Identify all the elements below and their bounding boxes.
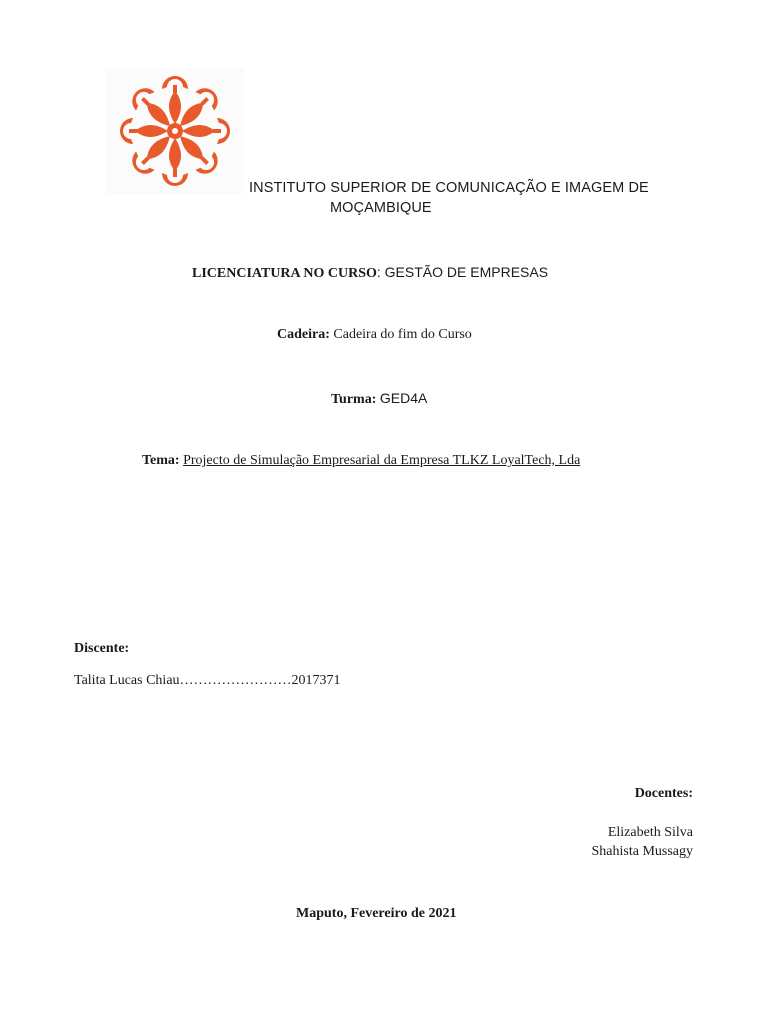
institution-logo-icon [106, 68, 244, 194]
course-value: : GESTÃO DE EMPRESAS [376, 264, 549, 280]
institution-logo [106, 68, 244, 194]
place-date: Maputo, Fevereiro de 2021 [296, 906, 457, 921]
subject-line [277, 327, 472, 343]
course-line [192, 264, 548, 282]
teacher-name-1: Elizabeth Silva [607, 825, 693, 840]
students-heading: Discente: [74, 641, 130, 656]
course-label: LICENCIATURA NO CURSO [192, 266, 377, 281]
theme-label: Tema: [142, 453, 180, 468]
student-name: Talita Lucas Chiau [74, 673, 180, 688]
theme-value: Projecto de Simulação Empresarial da Empresa TLKZ LoyalTech, Lda [183, 453, 581, 468]
student-row [74, 673, 341, 689]
class-value: GED4A [379, 390, 428, 406]
theme-line [142, 453, 580, 469]
student-dots: …………………… [179, 673, 292, 688]
subject-value: Cadeira do fim do Curso [333, 327, 472, 342]
institution-name-line1: INSTITUTO SUPERIOR DE COMUNICAÇÃO E IMAGEM DE [249, 180, 649, 196]
class-line [331, 390, 427, 408]
class-label: Turma: [331, 392, 377, 407]
student-id: 2017371 [291, 673, 341, 688]
subject-label: Cadeira: [277, 327, 330, 342]
teacher-name-2: Shahista Mussagy [591, 844, 693, 859]
teachers-heading: Docentes: [634, 786, 693, 801]
institution-name-line2: MOÇAMBIQUE [330, 200, 432, 216]
